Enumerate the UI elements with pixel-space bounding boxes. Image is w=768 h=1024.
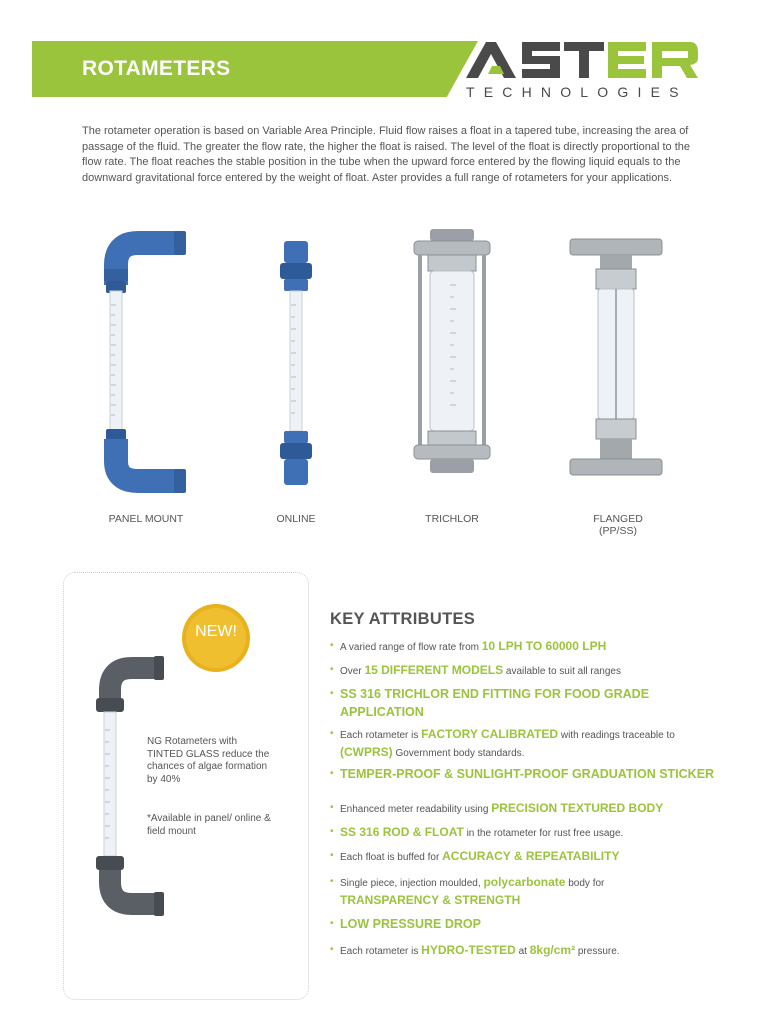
product-label-sub: (PP/SS) [599,525,637,537]
promo-text: NG Rotameters with TINTED GLASS reduce the chances of algae formation by 40% [147,736,270,785]
list-item [330,800,730,818]
product-label [216,513,376,525]
brand-subtitle: TECHNOLOGIES [466,84,688,100]
attr-post: with readings traceable to [558,730,675,741]
list-item [330,916,730,934]
panel-mount-image [66,225,226,505]
key-attributes-title: KEY ATTRIBUTES [330,610,476,628]
attr-highlight: TEMPER-PROOF & SUNLIGHT-PROOF GRADUATION STICKER [340,767,715,781]
flanged-image [538,225,698,505]
list-item [330,942,730,960]
product-flanged [538,225,698,545]
attr-highlight: LOW PRESSURE DROP [340,917,481,931]
attr-pre: Over [340,666,365,677]
attr-highlight: SS 316 ROD & FLOAT [340,825,464,839]
attr-highlight: FACTORY CALIBRATED [421,727,559,741]
product-panel-mount [66,225,226,525]
product-label-text: ONLINE [276,513,316,525]
list-item [330,686,730,722]
attr-post: in the rotameter for rust free usage. [463,828,624,839]
attr-highlight: PRECISION TEXTURED BODY [491,801,664,815]
product-label [66,513,226,525]
new-badge-label: NEW! [195,623,237,640]
attr-highlight-2: TRANSPARENCY & STRENGTH [340,893,521,907]
intro-paragraph: The rotameter operation is based on Variable Area Principle. Fluid flow raises a float in a tapered tube, increasing the area of passage of the fluid. The greater the flow rate, the higher the float is raised. The level of the float is directly proportional to the flow rate. The float reaches the stable position in the tube when the upward force entered by the flowing liquid equals to the downward gravitational force entered by the weight of float. Aster provides a full range of rotameters for your applications. [82,125,691,184]
product-label [372,513,532,525]
product-label-text: TRICHLOR [425,513,479,525]
attr-highlight-2: (CWPRS) [340,745,393,759]
attr-post: body for [565,878,605,889]
online-image [216,225,376,505]
list-item [330,662,730,680]
list-item [330,824,730,842]
trichlor-image [372,225,532,505]
product-trichlor [372,225,532,525]
attr-pre: Single piece, injection moulded, [340,878,484,889]
list-item [330,638,730,656]
attr-highlight: polycarbonate [483,875,566,889]
attr-pre: Each rotameter is [340,946,422,957]
attr-highlight: 10 LPH TO 60000 LPH [481,639,607,653]
attr-post: at [515,946,530,957]
attr-post-2: pressure. [575,946,620,957]
attr-pre: Each float is buffed for [340,852,443,863]
attr-pre: A varied range of flow rate from [340,642,482,653]
attr-pre: Enhanced meter readability using [340,804,492,815]
product-online [216,225,376,525]
attr-highlight: ACCURACY & REPEATABILITY [442,849,620,863]
list-item [330,766,730,784]
attr-highlight: 15 DIFFERENT MODELS [364,663,504,677]
brand-logo [462,40,702,102]
brand-logo-mark [462,40,702,80]
list-item [330,874,730,910]
attr-post: available to suit all ranges [503,666,621,677]
attr-pre: Each rotameter is [340,730,422,741]
product-gallery [0,225,768,545]
product-label-text: PANEL MOUNT [108,513,184,525]
attr-highlight: HYDRO-TESTED [421,943,516,957]
list-item [330,848,730,866]
list-item [330,726,730,762]
product-label-text: FLANGED [593,513,643,525]
product-label [538,513,698,537]
promo-note: *Available in panel/ online & field mount [147,813,271,837]
attr-post-2: Government body standards. [392,748,525,759]
page-title: ROTAMETERS [82,57,231,80]
attr-highlight: SS 316 TRICHLOR END FITTING FOR FOOD GRADE APPLICATION [340,687,650,719]
attr-highlight-2: 8kg/cm² [529,943,576,957]
